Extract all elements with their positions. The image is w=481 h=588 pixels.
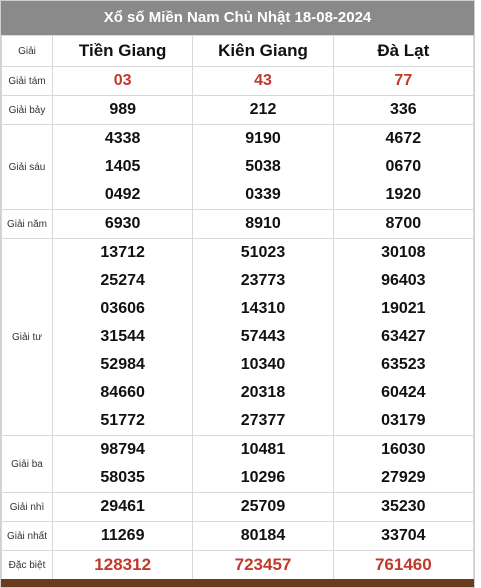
winning-number: 96403: [381, 272, 426, 289]
prize-row: [2, 125, 474, 210]
winning-number: 43: [254, 72, 272, 89]
prize-label: Giải nhì: [2, 493, 53, 522]
result-cell: [193, 522, 333, 551]
winning-number: 6930: [104, 215, 141, 232]
result-cell: [193, 493, 333, 522]
prize-label: Đặc biệt: [2, 551, 53, 580]
winning-number: 25709: [240, 498, 286, 515]
winning-number: 20318: [240, 384, 286, 401]
winning-number: 30108: [381, 244, 426, 261]
result-cell: [53, 239, 193, 436]
province-header-tien-giang: Tiền Giang: [53, 36, 193, 67]
winning-number: 723457: [234, 555, 292, 574]
prize-label: Giải bảy: [2, 96, 53, 125]
results-table: [1, 35, 474, 580]
winning-number: 0492: [104, 186, 141, 203]
winning-number: 29461: [100, 498, 145, 515]
result-cell: [333, 125, 473, 210]
prize-row: [2, 522, 474, 551]
winning-number: 4338: [104, 130, 141, 147]
result-cell: [333, 551, 473, 580]
result-cell: [53, 493, 193, 522]
winning-number: 0670: [385, 158, 422, 175]
winning-number: 10340: [240, 356, 286, 373]
prize-row: [2, 210, 474, 239]
prize-row: [2, 96, 474, 125]
winning-number: 25274: [100, 272, 145, 289]
winning-number: 1405: [104, 158, 141, 175]
winning-number: 8910: [245, 215, 281, 232]
winning-number: 27377: [240, 412, 286, 429]
result-cell: [333, 522, 473, 551]
prize-row: [2, 493, 474, 522]
result-cell: [193, 96, 333, 125]
winning-number: 23773: [240, 272, 286, 289]
result-cell: [193, 125, 333, 210]
result-cell: [53, 96, 193, 125]
result-cell: [333, 239, 473, 436]
winning-number: 84660: [100, 384, 145, 401]
winning-number: 51772: [100, 412, 145, 429]
prize-label: Giải tám: [2, 67, 53, 96]
footer-bar: [1, 579, 474, 587]
winning-number: 989: [109, 101, 137, 118]
prize-label: Giải tư: [2, 239, 53, 436]
result-cell: [193, 210, 333, 239]
winning-number: 761460: [374, 555, 432, 574]
winning-number: 1920: [385, 186, 422, 203]
result-cell: [53, 67, 193, 96]
prize-label: Giải ba: [2, 436, 53, 493]
result-cell: [193, 436, 333, 493]
winning-number: 31544: [100, 328, 145, 345]
winning-number: 10296: [240, 469, 286, 486]
result-cell: [53, 551, 193, 580]
prize-label: Giải nhất: [2, 522, 53, 551]
winning-number: 128312: [94, 555, 152, 574]
province-header-da-lat: Đà Lạt: [333, 36, 473, 67]
winning-number: 212: [249, 101, 277, 118]
winning-number: 33704: [381, 527, 426, 544]
result-cell: [193, 551, 333, 580]
winning-number: 35230: [381, 498, 426, 515]
result-cell: [333, 96, 473, 125]
winning-number: 19021: [381, 300, 426, 317]
winning-number: 57443: [240, 328, 286, 345]
winning-number: 11269: [100, 527, 145, 544]
winning-number: 10481: [240, 441, 286, 458]
winning-number: 58035: [100, 469, 145, 486]
result-cell: [53, 125, 193, 210]
winning-number: 60424: [381, 384, 426, 401]
winning-number: 63523: [381, 356, 426, 373]
winning-number: 03179: [381, 412, 426, 429]
winning-number: 13712: [100, 244, 145, 261]
winning-number: 63427: [381, 328, 426, 345]
winning-number: 51023: [240, 244, 286, 261]
winning-number: 77: [394, 72, 413, 89]
result-cell: [333, 493, 473, 522]
page-title: Xổ số Miền Nam Chủ Nhật 18-08-2024: [1, 1, 474, 35]
winning-number: 03606: [100, 300, 145, 317]
winning-number: 16030: [381, 441, 426, 458]
winning-number: 98794: [100, 441, 145, 458]
header-row: [2, 36, 474, 67]
result-cell: [333, 210, 473, 239]
winning-number: 5038: [245, 158, 281, 175]
winning-number: 14310: [240, 300, 286, 317]
winning-number: 52984: [100, 356, 145, 373]
prize-column-header: Giải: [2, 36, 53, 67]
winning-number: 8700: [385, 215, 422, 232]
result-cell: [53, 210, 193, 239]
result-cell: [193, 239, 333, 436]
winning-number: 4672: [385, 130, 422, 147]
winning-number: 336: [389, 101, 417, 118]
winning-number: 27929: [381, 469, 426, 486]
result-cell: [53, 436, 193, 493]
winning-number: 9190: [245, 130, 281, 147]
province-header-kien-giang: Kiên Giang: [193, 36, 333, 67]
result-cell: [333, 436, 473, 493]
prize-row: [2, 239, 474, 436]
prize-row: [2, 551, 474, 580]
prize-row: [2, 436, 474, 493]
result-cell: [53, 522, 193, 551]
prize-row: [2, 67, 474, 96]
prize-label: Giải năm: [2, 210, 53, 239]
winning-number: 03: [113, 72, 132, 89]
result-cell: [333, 67, 473, 96]
winning-number: 0339: [245, 186, 281, 203]
prize-label: Giải sáu: [2, 125, 53, 210]
winning-number: 80184: [240, 527, 286, 544]
result-cell: [193, 67, 333, 96]
